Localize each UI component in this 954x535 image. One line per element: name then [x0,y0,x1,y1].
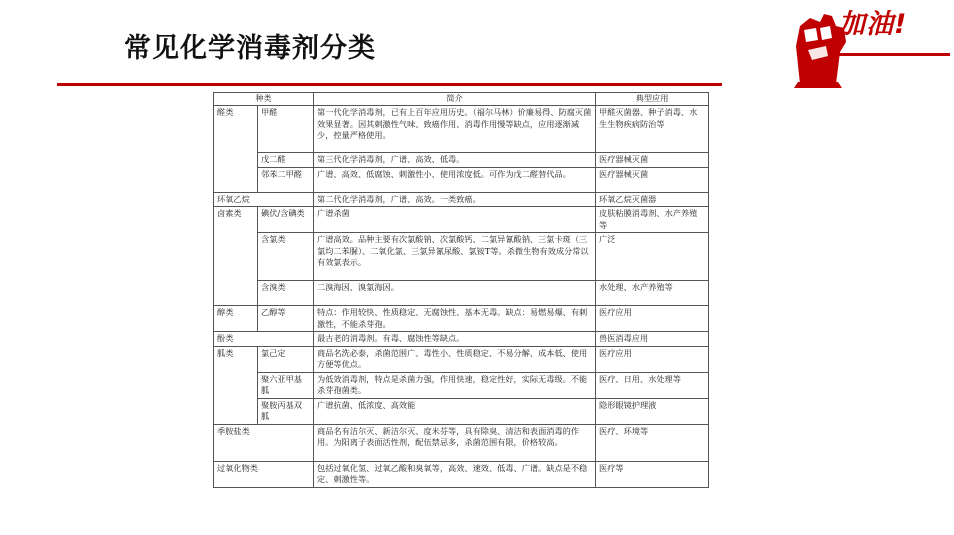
app-cell: 医疗、日用、水处理等 [596,372,709,398]
logo-text-main: 加油 [838,9,894,40]
app-cell: 皮肤粘膜消毒剂、水产养殖等 [596,207,709,233]
desc-cell: 商品名洗必泰，杀菌范围广、毒性小、性质稳定、不易分解、成本低、使用方便等优点。 [314,346,596,372]
table-row [214,207,709,233]
table-row [214,233,709,281]
group-cell: 胍类 [214,346,258,424]
type-cell: 甲醛 [258,106,314,153]
app-cell: 医疗应用 [596,346,709,372]
table-row [214,461,709,487]
group-cell: 醇类 [214,306,258,332]
desc-cell: 特点：作用较快、性质稳定、无腐蚀性、基本无毒。缺点：易燃易爆、有刺激性，不能杀芽孢。 [314,306,596,332]
group-cell: 季胺盐类 [214,424,314,461]
table-row [214,167,709,192]
header-app: 典型应用 [596,93,709,106]
type-cell: 氯己定 [258,346,314,372]
app-cell: 环氧乙烷灭菌器 [596,192,709,207]
app-cell: 甲醛灭菌器、种子消毒、水生生物疾病防治等 [596,106,709,153]
app-cell: 医疗等 [596,461,709,487]
app-cell: 医疗、环境等 [596,424,709,461]
desc-cell: 广谱、高效、低腐蚀、刺激性小、使用浓度低。可作为戊二醛替代品。 [314,167,596,192]
header-kind: 种类 [214,93,314,106]
table-row [214,281,709,306]
table-header-row [214,93,709,106]
type-cell: 邻苯二甲醛 [258,167,314,192]
table-row [214,106,709,153]
type-cell: 戊二醛 [258,153,314,168]
logo-text [838,2,907,41]
table-row [214,332,709,347]
desc-cell: 广谱抗菌、低浓度、高效能 [314,398,596,424]
table-row [214,372,709,398]
table-row [214,424,709,461]
group-cell: 过氧化物类 [214,461,314,487]
group-cell: 卤素类 [214,207,258,306]
app-cell: 广泛 [596,233,709,281]
desc-cell: 第一代化学消毒剂，已有上百年应用历史。（福尔马林）价廉易得、防腐灭菌效果显著。因其刺激性气味、致癌作用、消毒作用慢等缺点，应用逐渐减少，控量严格使用。 [314,106,596,153]
app-cell: 医疗器械灭菌 [596,167,709,192]
table-row [214,346,709,372]
desc-cell: 第二代化学消毒剂，广谱、高效。一类致癌。 [314,192,596,207]
type-cell: 乙醇等 [258,306,314,332]
desc-cell: 最古老的消毒剂。有毒、腐蚀性等缺点。 [314,332,596,347]
group-cell: 环氧乙烷 [214,192,314,207]
type-cell: 聚六亚甲基胍 [258,372,314,398]
desc-cell: 二溴海因、溴氯海因。 [314,281,596,306]
desc-cell: 包括过氧化氢、过氧乙酸和臭氧等，高效、速效、低毒、广谱。缺点是不稳定、刺激性等。 [314,461,596,487]
app-cell: 医疗应用 [596,306,709,332]
desc-cell: 第三代化学消毒剂，广谱、高效、低毒。 [314,153,596,168]
desc-cell: 广谱高效。品种主要有次氯酸钠、次氯酸钙、二氯异氰酸钠、三氯卡斑（三氯均二苯脲）、二氧化氯、三氯异氰尿酸、氯铵T等。杀微生物有效成分常以有效氯表示。 [314,233,596,281]
table-row [214,153,709,168]
type-cell: 聚胺丙基双胍 [258,398,314,424]
header-desc: 简介 [314,93,596,106]
app-cell: 隐形眼镜护理液 [596,398,709,424]
logo-underline [838,53,950,56]
group-cell: 酚类 [214,332,314,347]
app-cell: 兽医消毒应用 [596,332,709,347]
type-cell: 含溴类 [258,281,314,306]
title-underline [57,83,722,86]
app-cell: 医疗器械灭菌 [596,153,709,168]
app-cell: 水处理、水产养殖等 [596,281,709,306]
desc-cell: 广谱杀菌 [314,207,596,233]
disinfectant-table [213,92,709,488]
desc-cell: 为低效消毒剂，特点是杀菌力强，作用快速，稳定性好，实际无毒级。不能杀芽孢菌类。 [314,372,596,398]
desc-cell: 商品名有洁尔灭、新洁尔灭、度米芬等，具有除臭、清洁和表面消毒的作用。为阳离子表面活性剂，配伍禁忌多，杀菌范围有限，价格较高。 [314,424,596,461]
type-cell: 含氯类 [258,233,314,281]
table-row [214,192,709,207]
logo-exclaim: ! [894,9,908,40]
table-row [214,306,709,332]
group-cell: 醛类 [214,106,258,193]
type-cell: 碘伏/含碘类 [258,207,314,233]
table-row [214,398,709,424]
page-title: 常见化学消毒剂分类 [124,33,376,64]
